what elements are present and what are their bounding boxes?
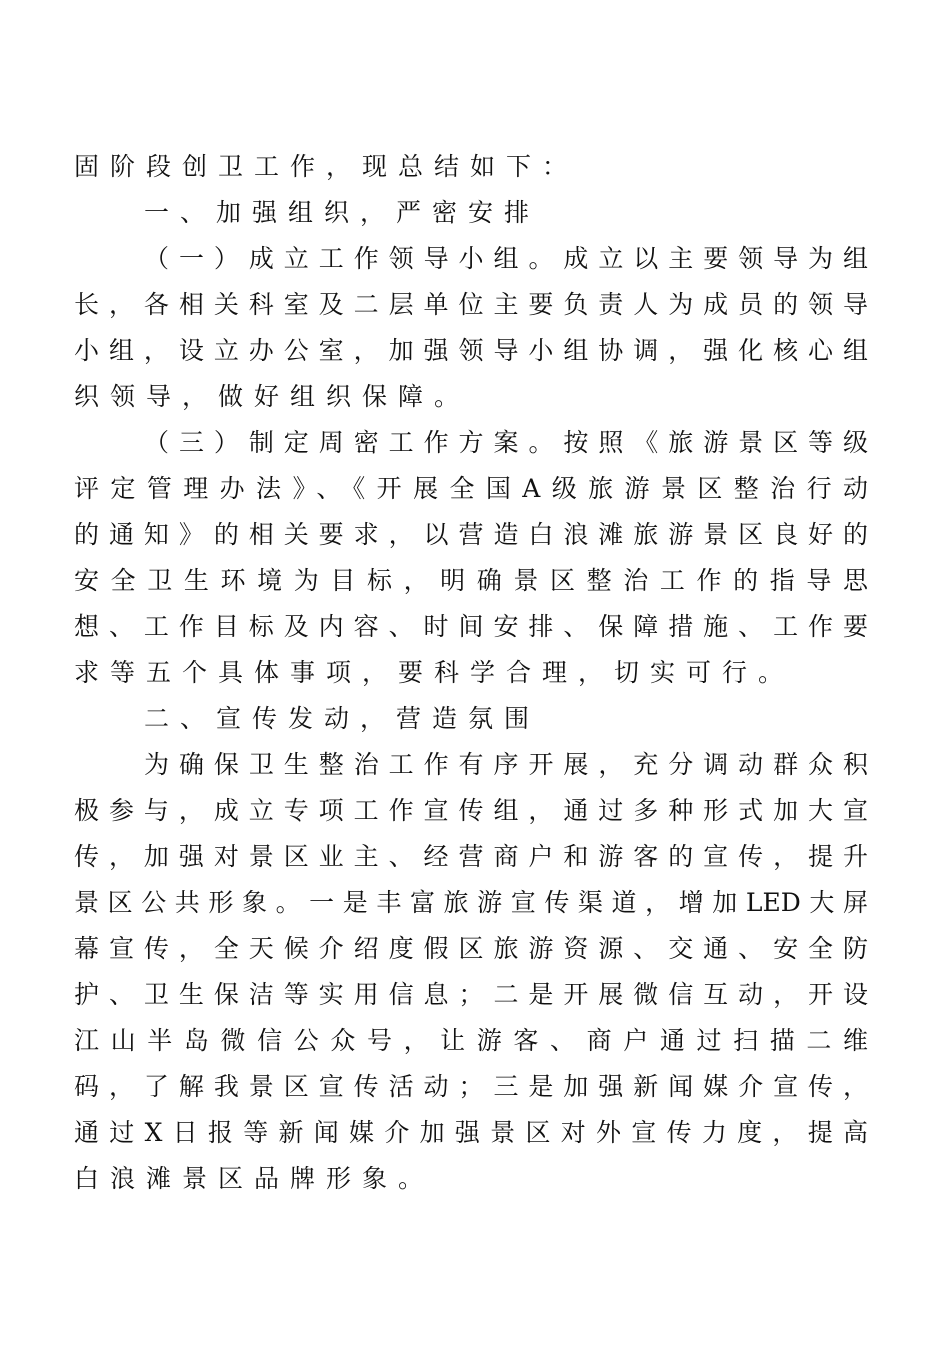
paragraph-line: 的通知》的相关要求，以营造白浪滩旅游景区良好的 — [74, 520, 868, 549]
paragraph-line: （三）制定周密工作方案。按照《旅游景区等级 — [144, 428, 868, 457]
paragraph-line: 为确保卫生整治工作有序开展，充分调动群众积 — [144, 750, 868, 779]
paragraph-line: 码，了解我景区宣传活动；三是加强新闻媒介宣传， — [74, 1072, 868, 1101]
paragraph-line: 评定管理办法》、《开展全国A级旅游景区整治行动 — [74, 474, 868, 503]
paragraph-line: 幕宣传，全天候介绍度假区旅游资源、交通、安全防 — [74, 934, 868, 963]
paragraph-last-line: 织领导，做好组织保障。 — [74, 382, 471, 411]
paragraph-line: 通过X日报等新闻媒介加强景区对外宣传力度，提高 — [74, 1118, 868, 1147]
paragraph-last-line: 求等五个具体事项，要科学合理，切实可行。 — [74, 658, 795, 687]
paragraph-line: 传，加强对景区业主、经营商户和游客的宣传，提升 — [74, 842, 868, 871]
paragraph-line: 想、工作目标及内容、时间安排、保障措施、工作要 — [74, 612, 868, 641]
paragraph-line: 护、卫生保洁等实用信息；二是开展微信互动，开设 — [74, 980, 868, 1009]
paragraph-line: 江山半岛微信公众号，让游客、商户通过扫描二维 — [74, 1026, 868, 1055]
paragraph-line: 景区公共形象。一是丰富旅游宣传渠道，增加LED大屏 — [74, 888, 868, 917]
paragraph-last-line: 白浪滩景区品牌形象。 — [74, 1164, 435, 1193]
paragraph-line: （一）成立工作领导小组。成立以主要领导为组 — [144, 244, 868, 273]
section-heading-2: 二、宣传发动，营造氛围 — [144, 704, 541, 733]
paragraph-line: 极参与，成立专项工作宣传组，通过多种形式加大宣 — [74, 796, 868, 825]
section-heading-1: 一、加强组织，严密安排 — [144, 198, 541, 227]
paragraph-line: 小组，设立办公室，加强领导小组协调，强化核心组 — [74, 336, 868, 365]
paragraph-line: 长，各相关科室及二层单位主要负责人为成员的领导 — [74, 290, 868, 319]
paragraph-continuation-line: 固阶段创卫工作，现总结如下： — [74, 152, 579, 181]
paragraph-line: 安全卫生环境为目标，明确景区整治工作的指导思 — [74, 566, 868, 595]
